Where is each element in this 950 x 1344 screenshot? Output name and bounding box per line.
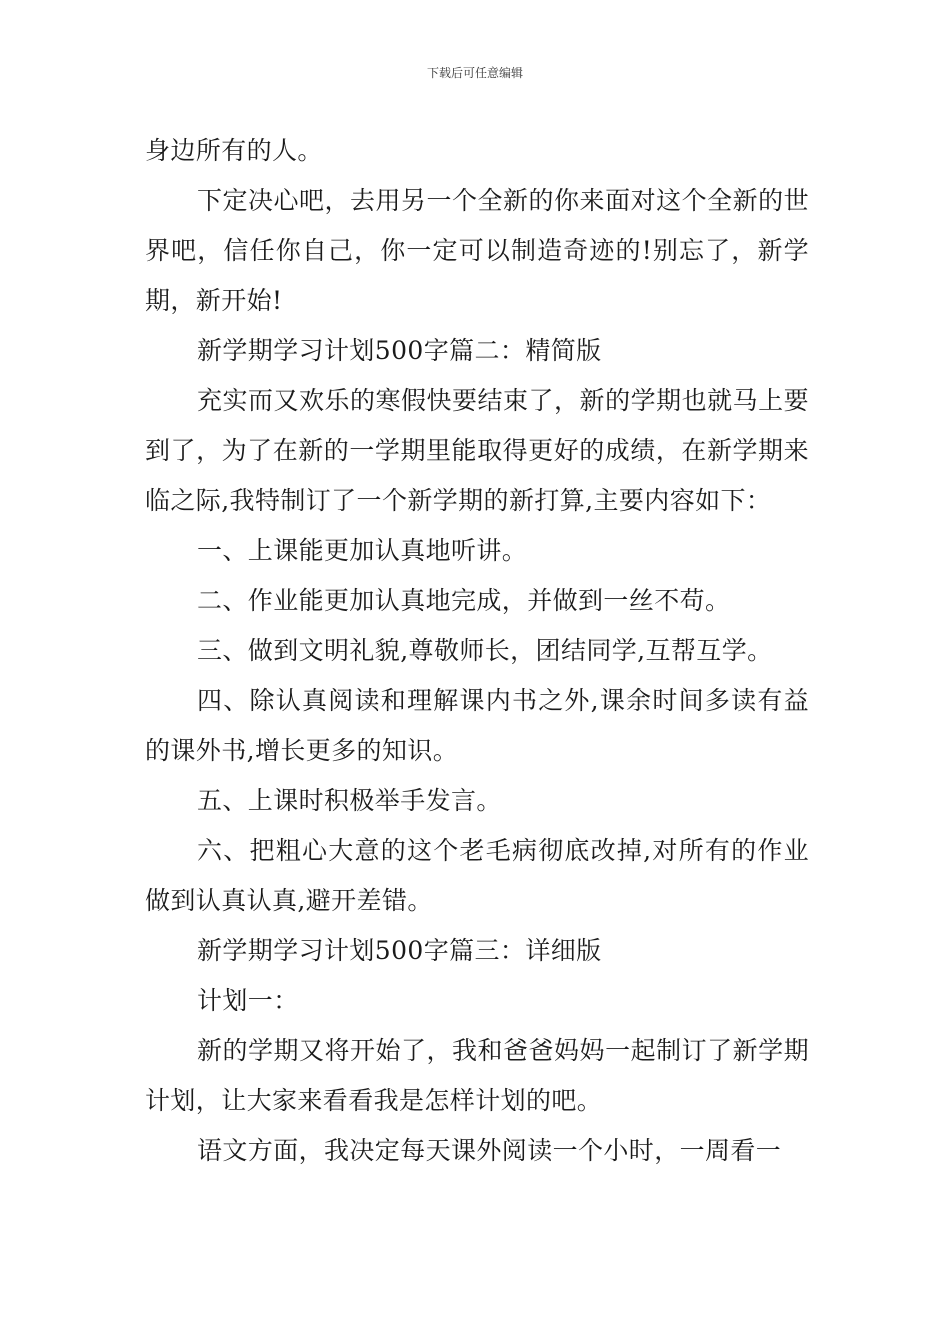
paragraph-1: 身边所有的人。: [145, 136, 323, 165]
section-heading-2: 新学期学习计划500字篇二：精简版: [197, 336, 602, 365]
paragraph-4: 充实而又欢乐的寒假快要结束了，新的学期也就马上要到了，为了在新的一学期里能取得更好的成绩，在新学期来临之际,我特制订了一个新学期的新打算,主要内容如下：: [145, 386, 809, 515]
document-body: [145, 126, 809, 1176]
list-item-2: 二、作业能更加认真地完成，并做到一丝不苟。: [197, 586, 731, 615]
paragraph-14: 语文方面，我决定每天课外阅读一个小时，一周看一: [197, 1136, 782, 1165]
list-item-6: 六、把粗心大意的这个老毛病彻底改掉,对所有的作业做到认真认真,避开差错。: [145, 836, 809, 915]
list-item-4: 四、除认真阅读和理解课内书之外,课余时间多读有益的课外书,增长更多的知识。: [145, 686, 809, 765]
list-item-1: 一、上课能更加认真地听讲。: [197, 536, 528, 565]
paragraph-13: 新的学期又将开始了，我和爸爸妈妈一起制订了新学期计划，让大家来看看我是怎样计划的吧。: [145, 1036, 809, 1115]
list-item-5: 五、上课时积极举手发言。: [197, 786, 502, 815]
page-header: 下载后可任意编辑: [426, 66, 523, 80]
paragraph-2: 下定决心吧，去用另一个全新的你来面对这个全新的世界吧，信任你自己，你一定可以制造奇迹的!别忘了，新学期，新开始!: [145, 186, 809, 315]
plan-label: 计划一：: [197, 986, 299, 1015]
section-heading-3: 新学期学习计划500字篇三：详细版: [197, 936, 602, 965]
list-item-3: 三、做到文明礼貌,尊敬师长，团结同学,互帮互学。: [197, 636, 773, 665]
